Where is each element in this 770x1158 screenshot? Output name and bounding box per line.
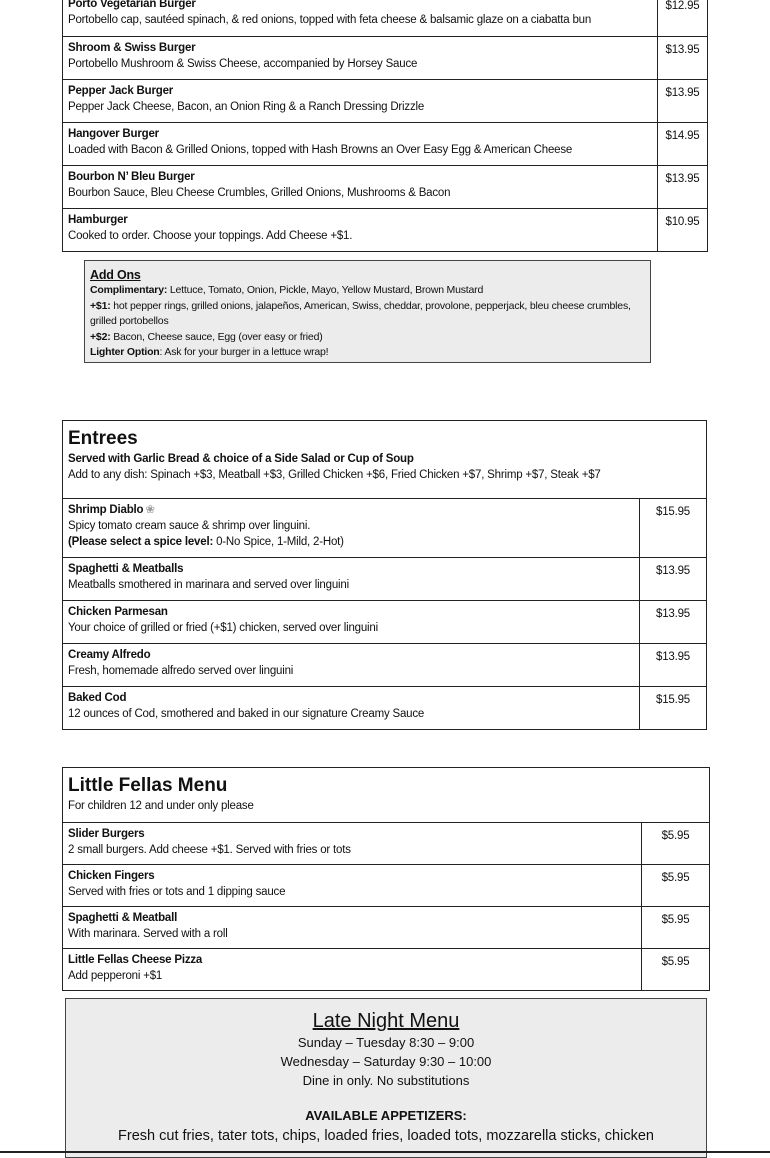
entrees-table [62,420,707,730]
menu-item [63,166,708,209]
item-name: Spaghetti & Meatballs [68,563,184,575]
item-name: Little Fellas Cheese Pizza [68,954,203,966]
item-description: Portobello Mushroom & Swiss Cheese, accompanied by Horsey Sauce [68,58,418,70]
item-description: 12 ounces of Cod, smothered and baked in our signature Creamy Sauce [68,708,425,720]
add-on-text: : Ask for your burger in a lettuce wrap! [159,346,329,358]
item-description: Pepper Jack Cheese, Bacon, an Onion Ring & a Ranch Dressing Drizzle [68,101,425,113]
item-price: $10.95 [658,209,708,252]
item-name: Hamburger [68,214,128,226]
item-price: $5.95 [642,907,710,949]
menu-item [63,37,708,80]
menu-item [63,949,710,991]
add-on-line [90,330,645,346]
item-name: Chicken Fingers [68,870,155,882]
entrees-note: Add to any dish: Spinach +$3, Meatball +$3, Grilled Chicken +$6, Fried Chicken +$7, Shrimp +$7, Steak +$7 [68,469,601,481]
item-description: Your choice of grilled or fried (+$1) chicken, served over linguini [68,622,378,634]
menu-item [63,907,710,949]
item-info [63,209,658,252]
item-description: Loaded with Bacon & Grilled Onions, topped with Hash Browns an Over Easy Egg & American Cheese [68,144,573,156]
menu-item [63,823,710,865]
item-price: $15.95 [640,499,707,558]
item-price: $13.95 [640,558,707,601]
menu-item [63,80,708,123]
item-name: Bourbon N’ Bleu Burger [68,171,195,183]
kids-title: Little Fellas Menu [68,775,228,796]
add-on-label: Lighter Option [90,346,160,358]
late-night-box [65,998,707,1158]
late-night-hours-2: Wednesday – Saturday 9:30 – 10:00 [280,1054,492,1069]
add-on-text: Lettuce, Tomato, Onion, Pickle, Mayo, Yellow Mustard, Brown Mustard [167,284,484,296]
add-on-line [90,299,645,330]
item-name: Shroom & Swiss Burger [68,42,196,54]
item-info [63,949,642,991]
item-price: $13.95 [640,644,707,687]
menu-item [63,123,708,166]
item-name: Porto Vegetarian Burger [68,0,196,10]
item-info [63,558,640,601]
spice-label: (Please select a spice level: [68,536,214,548]
add-on-line [90,283,645,299]
item-price: $5.95 [642,823,710,865]
chili-pepper-icon: ❀ [145,504,155,516]
item-name: Slider Burgers [68,828,145,840]
item-description: With marinara. Served with a roll [68,928,228,940]
late-night-title: Late Night Menu [312,1010,460,1032]
item-description: Bourbon Sauce, Bleu Cheese Crumbles, Grilled Onions, Mushrooms & Bacon [68,187,451,199]
menu-item [63,644,707,687]
item-description: Fresh, homemade alfredo served over linguini [68,665,294,677]
item-price: $13.95 [658,80,708,123]
item-name: Spaghetti & Meatball [68,912,178,924]
item-description: Cooked to order. Choose your toppings. Add Cheese +$1. [68,230,353,242]
appetizers-title: AVAILABLE APPETIZERS: [305,1108,467,1123]
add-on-label: Complimentary: [90,284,168,296]
item-info [63,166,658,209]
item-name: Chicken Parmesan [68,606,168,618]
add-on-text: Bacon, Cheese sauce, Egg (over easy or fried) [110,330,323,343]
item-description: 2 small burgers. Add cheese +$1. Served with fries or tots [68,844,351,856]
spice-options: 0-No Spice, 1-Mild, 2-Hot) [213,536,344,548]
item-description: Portobello cap, sautéed spinach, & red onions, topped with feta cheese & balsamic glaze on a ciabatta bun [68,14,592,26]
item-info [63,0,658,37]
item-description: Served with fries or tots and 1 dipping sauce [68,886,286,898]
late-night-note: Dine in only. No substitutions [302,1073,470,1088]
kids-subtitle: For children 12 and under only please [68,800,254,812]
item-price: $14.95 [658,123,708,166]
item-info [63,687,640,730]
little-fellas-table [62,767,710,991]
entrees-subtitle: Served with Garlic Bread & choice of a Side Salad or Cup of Soup [68,453,414,465]
add-ons-title: Add Ons [90,268,141,282]
menu-item [63,0,708,37]
add-ons-box [84,260,651,363]
item-info [63,499,640,558]
entrees-header [63,421,707,499]
item-description: Add pepperoni +$1 [68,970,163,982]
burgers-table [62,0,708,252]
add-on-label: +$1: [90,299,111,312]
entrees-title: Entrees [68,428,138,449]
item-price: $13.95 [640,601,707,644]
item-info [63,907,642,949]
menu-item [63,687,707,730]
item-name: Baked Cod [68,692,127,704]
menu-item [63,865,710,907]
menu-item [63,558,707,601]
item-price: $13.95 [658,166,708,209]
item-price: $5.95 [642,949,710,991]
item-description: Spicy tomato cream sauce & shrimp over linguini. [68,520,311,532]
item-info [63,123,658,166]
add-on-text: hot pepper rings, grilled onions, jalapeños, American, Swiss, cheddar, provolone, pepperjack, bleu cheese crumbles, grilled portobellos [90,299,631,327]
item-price: $15.95 [640,687,707,730]
menu-item [63,499,707,558]
item-name: Pepper Jack Burger [68,85,174,97]
item-name: Hangover Burger [68,128,159,140]
item-info [63,823,642,865]
kids-header [63,768,710,823]
add-on-label: +$2: [90,330,111,343]
item-info [63,865,642,907]
item-name: Creamy Alfredo [68,649,151,661]
item-info [63,644,640,687]
item-description: Meatballs smothered in marinara and served over linguini [68,579,349,591]
add-on-line [90,345,645,361]
menu-item [63,601,707,644]
late-night-hours-1: Sunday – Tuesday 8:30 – 9:00 [297,1035,475,1050]
item-info [63,601,640,644]
item-price: $12.95 [658,0,708,37]
spice-level-note [68,536,344,548]
item-name: Shrimp Diablo ❀ [68,504,155,516]
item-price: $5.95 [642,865,710,907]
item-info [63,37,658,80]
appetizers-list: Fresh cut fries, tater tots, chips, loaded fries, loaded tots, mozzarella sticks, chicken [118,1128,654,1144]
item-price: $13.95 [658,37,708,80]
menu-item [63,209,708,252]
item-info [63,80,658,123]
